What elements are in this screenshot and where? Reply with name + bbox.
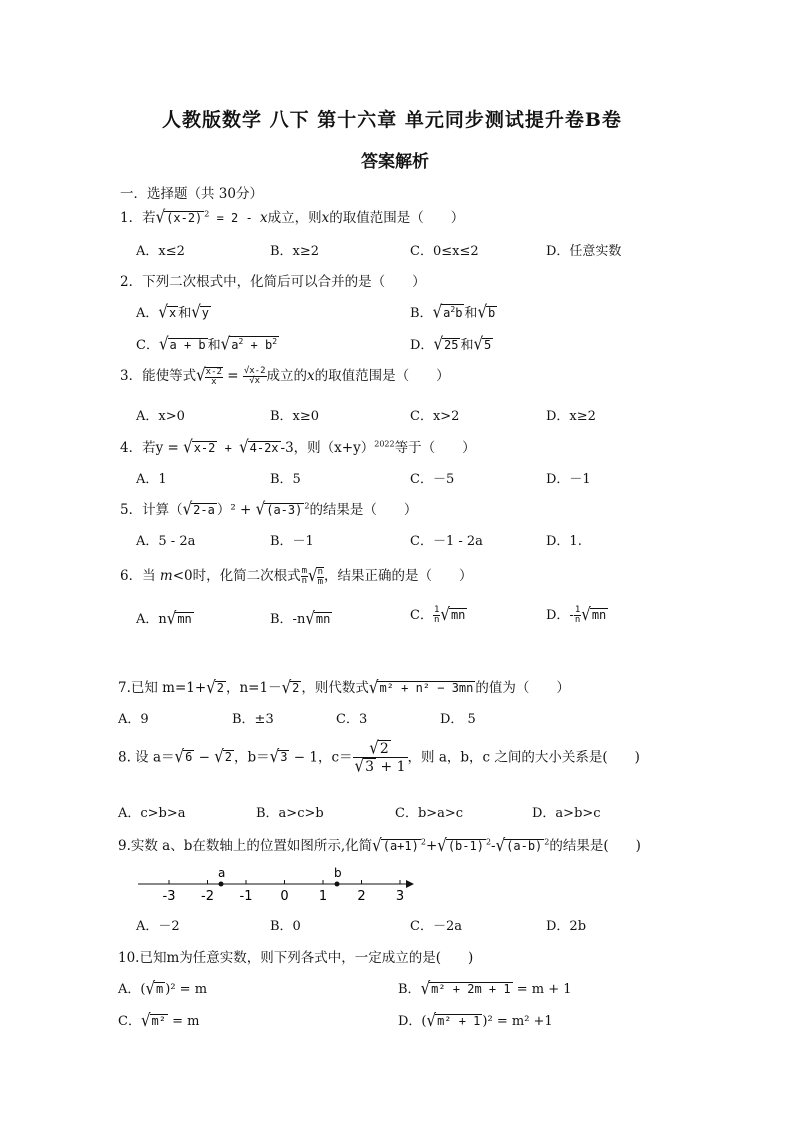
q8-option-c: C．b>a>c (395, 806, 464, 821)
q7-option-a: A．9 (118, 712, 149, 727)
q5-option-b: B．－1 (270, 534, 314, 549)
q4-option-d: D．－1 (546, 472, 591, 487)
axis-tick-label: 1 (318, 889, 328, 904)
q10-option-c: C．√m² = m (118, 1009, 200, 1031)
q2-option-d: D．√25 和√5 (410, 333, 492, 355)
q10-option-d: D．(√m² + 1 )² = m² +1 (398, 1009, 553, 1031)
point-a-label: a (218, 866, 226, 880)
question-9: 9.实数 a、b在数轴上的位置如图所示,化简√(a+1) $^2$+√(b-1) $^2$-√(a-b) $^2$的结果是( ) (118, 834, 641, 856)
q6-option-d: D．- $\frac{1}{n}$ √mn (546, 603, 607, 625)
q9-option-c: C．－2a (410, 919, 462, 934)
q4-option-b: B．5 (270, 472, 301, 487)
question-10: 10.已知m为任意实数，则下列各式中，一定成立的是( ) (118, 950, 474, 966)
question-8: 8. 设 a＝√6 − √2 ，b＝√3 − 1，c＝ $\frac{√2}{√3 + 1}$ ，则 a，b，c 之间的大小关系是( ) (118, 737, 640, 777)
question-3: 3．能使等式√ $\frac{x-2}{x}$ = $\frac{√x-2}{√x}$ 成立的x的取值范围是（ ） (120, 364, 450, 387)
point-a (219, 882, 224, 887)
q2-option-a: A．√x 和√y (136, 301, 209, 323)
q5-option-d: D．1. (546, 534, 582, 549)
q1-option-c: C．0≤x≤2 (410, 244, 479, 259)
question-2: 2．下列二次根式中，化简后可以合并的是（ ） (120, 274, 426, 290)
q6-option-c: C． $\frac{1}{n}$ √mn (410, 603, 466, 625)
axis-tick-label: -3 (162, 889, 176, 904)
point-b (335, 882, 340, 887)
q8-option-b: B．a>c>b (256, 806, 324, 821)
q10-option-b: B．√m² + 2m + 1 = m + 1 (398, 977, 572, 999)
section-heading: 一．选择题（共 30分） (120, 186, 263, 202)
q7-option-c: C．3 (336, 712, 368, 727)
axis-tick-label: 0 (280, 889, 289, 904)
q6-option-a: A．n√mn (136, 607, 192, 629)
page-title: 人教版数学 八下 第十六章 单元同步测试提升卷B卷 (162, 109, 622, 131)
q4-option-c: C．－5 (410, 472, 455, 487)
axis-tick-label: -2 (201, 889, 214, 904)
q7-option-d: D． 5 (440, 712, 476, 727)
q4-option-a: A．1 (136, 472, 167, 487)
q7-option-b: B．±3 (232, 712, 274, 727)
q9-option-a: A．－2 (136, 919, 180, 934)
q9-option-d: D．2b (546, 919, 587, 934)
q3-option-c: C．x>2 (410, 409, 460, 424)
question-5: 5．计算（√2-a ）² + √(a-3) $^2$的结果是（ ） (120, 498, 418, 520)
q3-option-b: B．x≥0 (270, 409, 320, 424)
axis-tick-label: 3 (395, 889, 405, 904)
q8-option-a: A．c>b>a (118, 806, 186, 821)
q1-option-b: B．x≥2 (270, 244, 320, 259)
q2-option-c: C．√a + b 和$√a^2 + b^2$ (136, 333, 278, 355)
question-1: 1．若√(x-2) $^2$ = 2 - x成立，则x的取值范围是（ ） (120, 206, 465, 228)
axis-tick-label: 2 (357, 889, 366, 904)
q6-option-b: B．-n√mn (270, 607, 331, 629)
q1-option-a: A．x≤2 (136, 244, 185, 259)
question-7: 7.已知 m=1+√2 ，n=1－√2 ，则代数式√m² + n² − 3mn 的值为（ ） (118, 676, 570, 698)
question-4: 4．若y = √x-2 + √4-2x -3，则$(x+y)^{2022}$等于（ ） (120, 436, 476, 458)
q10-option-a: A．(√m )² = m (118, 977, 208, 999)
q5-option-c: C．－1 - 2a (410, 534, 483, 549)
axis-tick-label: -1 (239, 889, 253, 904)
number-line-arrow (406, 880, 414, 888)
q9-option-b: B．0 (270, 919, 301, 934)
q3-option-a: A．x>0 (136, 409, 185, 424)
question-6: 6．当 m<0时，化简二次根式 $\frac{m}{n}$ √ $\frac{n}{m}$ ，结果正确的是（ ） (120, 564, 473, 587)
q2-option-b: B．$√a^2b$ 和√b (410, 301, 496, 323)
point-b-label: b (334, 866, 342, 880)
page-subtitle: 答案解析 (361, 152, 429, 172)
number-line (130, 862, 430, 908)
q3-option-d: D．x≥2 (546, 409, 596, 424)
q5-option-a: A．5 - 2a (136, 534, 196, 549)
q8-option-d: D．a>b>c (532, 806, 601, 821)
q1-option-d: D．任意实数 (546, 244, 622, 259)
